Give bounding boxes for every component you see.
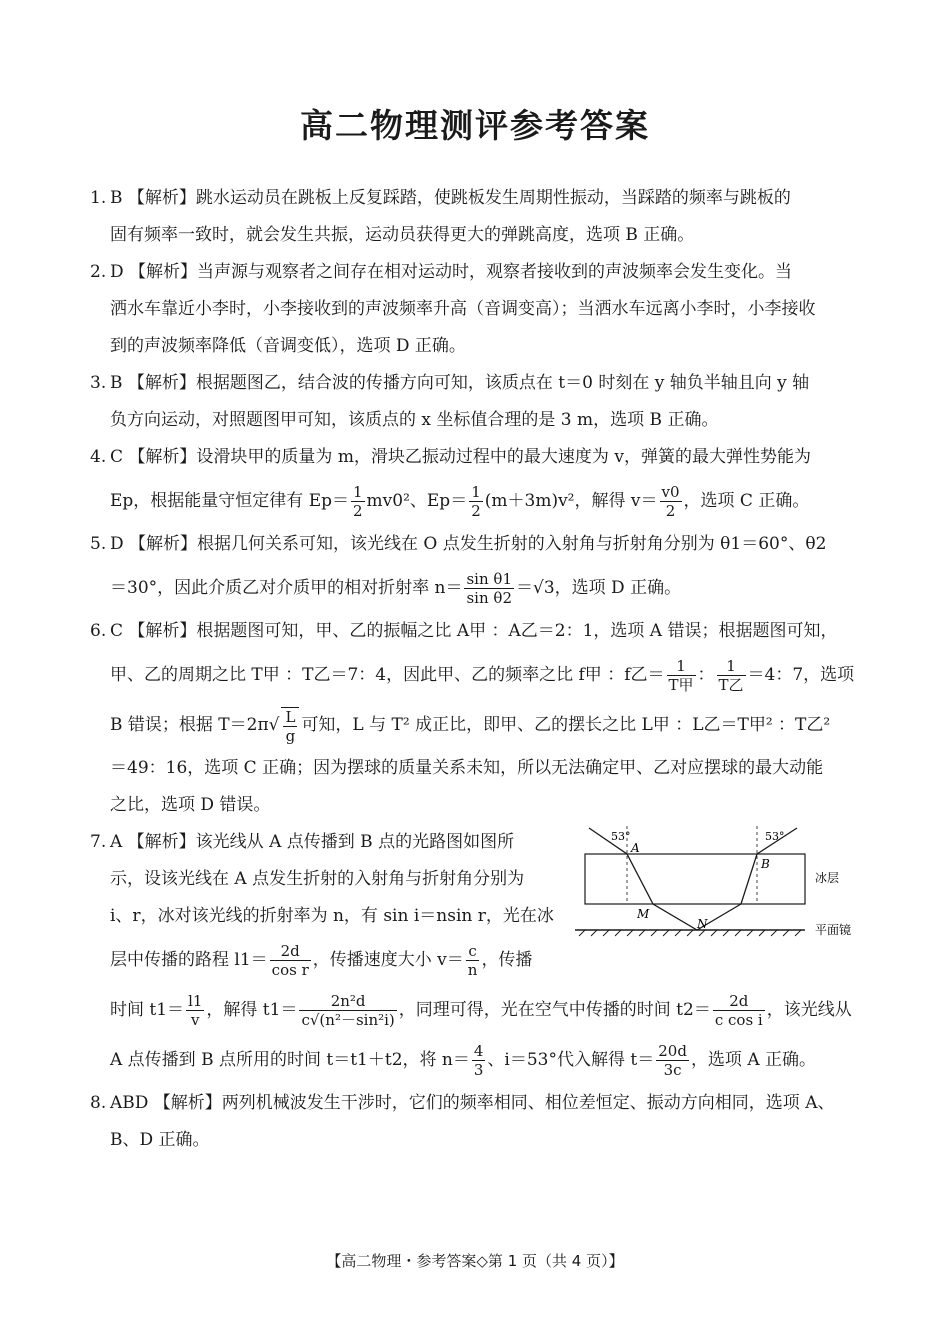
denominator: cos r — [271, 961, 309, 979]
fraction — [270, 942, 311, 979]
question-number: 3. — [90, 373, 107, 393]
answer-line — [110, 985, 865, 1035]
answer-4 — [90, 439, 865, 526]
answer-line: ABD 【解析】两列机械波发生干涉时，它们的频率相同、相位差恒定、振动方向相同，选项 A、 — [110, 1093, 835, 1113]
answer-3 — [90, 365, 865, 439]
text-run: 层中传播的路程 l1＝ — [110, 950, 268, 970]
text-run: ，同理可得，光在空气中传播的时间 t2＝ — [398, 1000, 711, 1020]
fraction — [466, 942, 480, 979]
denominator: T甲 — [668, 676, 694, 694]
answer-line — [110, 476, 865, 526]
ice-layer — [585, 854, 805, 904]
denominator: 2 — [665, 502, 676, 520]
answer-line — [110, 700, 865, 750]
answer-line: B 【解析】跳水运动员在跳板上反复踩踏，使跳板发生周期性振动，当踩踏的频率与跳板的 — [110, 188, 791, 208]
numerator: 4 — [473, 1042, 484, 1060]
answer-line: B 【解析】根据题图乙，结合波的传播方向可知，该质点在 t＝0 时刻在 y 轴负半轴且向 y 轴 — [110, 373, 810, 393]
text-run: ，该光线从 — [766, 1000, 852, 1020]
question-number: 8. — [90, 1093, 107, 1113]
numerator: L — [285, 707, 296, 726]
answer-2 — [90, 254, 865, 365]
answer-5 — [90, 526, 865, 613]
mirror-label: 平面镜 — [815, 923, 852, 937]
text-run: ＝√3，选项 D 正确。 — [515, 578, 682, 598]
text-run: ，解得 t1＝ — [206, 1000, 298, 1020]
question-number: 1. — [90, 188, 107, 208]
answer-line: 示，设该光线在 A 点发生折射的入射角与折射角分别为 — [110, 869, 525, 889]
fraction — [186, 992, 204, 1029]
answer-line: ＝49：16，选项 C 正确；因为摆球的质量关系未知，所以无法确定甲、乙对应摆球的最大动能 — [110, 758, 824, 778]
answer-line — [110, 563, 865, 613]
denominator: sin θ2 — [466, 589, 512, 607]
answer-line: B、D 正确。 — [110, 1130, 210, 1150]
answer-line: A 【解析】该光线从 A 点传播到 B 点的光路图如图所 — [110, 832, 515, 852]
point-label: B — [761, 857, 770, 871]
page-footer: 【高二物理・参考答案◇第 1 页（共 4 页）】 — [326, 1252, 624, 1270]
answer-line: D 【解析】根据几何关系可知，该光线在 O 点发生折射的入射角与折射角分别为 θ1＝60°、θ2 — [110, 534, 827, 554]
numerator: c — [466, 942, 480, 961]
answer-line: 负方向运动，对照题图甲可知，该质点的 x 坐标值合理的是 3 m，选项 B 正确。 — [110, 410, 719, 430]
text-run: Ep，根据能量守恒定律有 Ep＝ — [110, 491, 349, 511]
fraction — [469, 483, 483, 520]
fraction — [351, 483, 365, 520]
text-run: ，传播 — [481, 950, 533, 970]
answer-1 — [90, 180, 865, 254]
answer-line — [110, 1035, 865, 1085]
denominator: 3c — [663, 1061, 682, 1079]
denominator: c cos i — [714, 1011, 763, 1029]
denominator: c√(n²－sin²i) — [301, 1011, 395, 1029]
numerator: 1 — [471, 483, 481, 501]
numerator: 1 — [353, 483, 363, 501]
point-label: N — [697, 917, 708, 931]
fraction — [281, 707, 299, 745]
fraction — [660, 483, 682, 520]
text-run: ，选项 C 正确。 — [683, 491, 810, 511]
answers-body — [90, 180, 865, 1159]
numerator: 20d — [658, 1042, 687, 1060]
page-title: 高二物理测评参考答案 — [300, 106, 650, 145]
numerator: 2n²d — [299, 992, 396, 1011]
answer-7 — [90, 824, 865, 1085]
point-label: A — [631, 841, 640, 855]
fraction — [667, 657, 696, 694]
fraction — [713, 992, 765, 1029]
text-run: B 错误；根据 T＝2π√ — [110, 715, 280, 735]
text-run: 可知，L 与 T² 成正比，即甲、乙的摆长之比 L甲 ：L乙＝T甲² ：T乙² — [301, 715, 831, 735]
numerator: 1 — [717, 657, 746, 676]
denominator: T乙 — [718, 676, 744, 694]
question-number: 7. — [90, 832, 107, 852]
answer-line: C 【解析】根据题图可知，甲、乙的振幅之比 A甲 ：A乙＝2：1，选项 A 错误；根据题图可知， — [110, 621, 838, 641]
point-label: M — [637, 907, 650, 921]
numerator: l1 — [188, 992, 203, 1010]
fraction — [472, 1042, 486, 1079]
text-run: 甲、乙的周期之比 T甲 ：T乙＝7：4，因此甲、乙的频率之比 f甲 ：f乙＝ — [110, 665, 665, 685]
numerator: v0 — [661, 483, 680, 501]
text-run: ＝30°，因此介质乙对介质甲的相对折射率 n＝ — [110, 578, 463, 598]
numerator: 2d — [713, 992, 765, 1011]
answer-line: 到的声波频率降低（音调变低），选项 D 正确。 — [110, 336, 466, 356]
mirror-hatching — [579, 930, 801, 936]
text-run: 、i＝53°代入解得 t＝ — [487, 1050, 655, 1070]
question-number: 6. — [90, 621, 107, 641]
denominator: 2 — [353, 502, 363, 520]
answer-line: C 【解析】设滑块甲的质量为 m，滑块乙振动过程中的最大速度为 v，弹簧的最大弹性势能为 — [110, 447, 811, 467]
text-run: 时间 t1＝ — [110, 1000, 185, 1020]
answer-line: i、r，冰对该光线的折射率为 n，有 sin i＝nsin r，光在冰 — [110, 906, 554, 926]
text-run: A 点传播到 B 点所用的时间 t＝t1＋t2，将 n＝ — [110, 1050, 470, 1070]
answer-8 — [90, 1085, 865, 1159]
text-run: mv0²、Ep＝ — [366, 491, 468, 511]
answer-6 — [90, 613, 865, 824]
text-run: ： — [697, 665, 715, 685]
question-number: 5. — [90, 534, 107, 554]
answer-line: 固有频率一致时，就会发生共振，运动员获得更大的弹跳高度，选项 B 正确。 — [110, 225, 695, 245]
fraction — [464, 570, 514, 607]
answer-line: 洒水车靠近小李时，小李接收到的声波频率升高（音调变高）；当洒水车远离小李时，小李接收 — [110, 299, 816, 319]
answer-line: 之比，选项 D 错误。 — [110, 795, 271, 815]
denominator: n — [467, 961, 478, 979]
numerator: 2d — [270, 942, 311, 961]
denominator: g — [285, 726, 296, 745]
text-run: ，选项 A 正确。 — [690, 1050, 817, 1070]
light-path-diagram — [575, 824, 865, 954]
numerator: 1 — [667, 657, 696, 676]
denominator: 2 — [471, 502, 481, 520]
fraction — [656, 1042, 689, 1079]
light-ray — [589, 828, 797, 930]
fraction — [717, 657, 746, 694]
numerator: sin θ1 — [466, 570, 512, 588]
question-number: 2. — [90, 262, 107, 282]
answer-line — [110, 650, 865, 700]
question-number: 4. — [90, 447, 107, 467]
angle-label: 53° — [765, 830, 785, 843]
text-run: ＝4：7，选项 — [747, 665, 855, 685]
denominator: v — [190, 1011, 200, 1029]
angle-label: 53° — [611, 830, 631, 843]
answer-line — [110, 935, 580, 985]
fraction — [299, 992, 396, 1029]
text-run: (m＋3m)v²，解得 v＝ — [484, 491, 658, 511]
ice-label: 冰层 — [815, 871, 840, 885]
text-run: ，传播速度大小 v＝ — [312, 950, 464, 970]
denominator: 3 — [473, 1061, 484, 1079]
answer-line: D 【解析】当声源与观察者之间存在相对运动时，观察者接收到的声波频率会发生变化。当 — [110, 262, 793, 282]
